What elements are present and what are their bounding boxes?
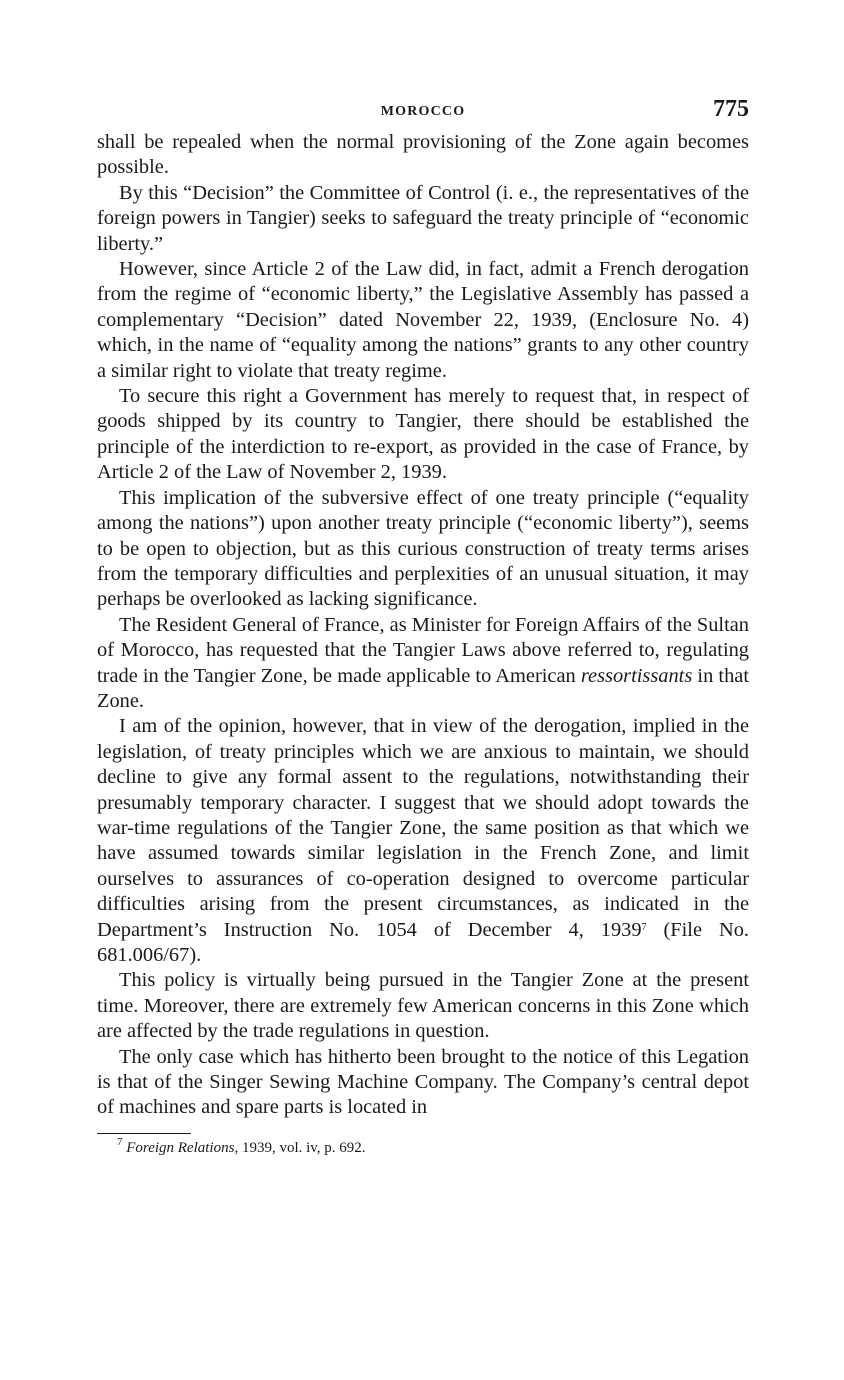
paragraph-continuation: shall be repealed when the normal provisioning of the Zone again becomes possible. [97,131,749,179]
paragraph-resident-general [97,613,749,715]
body-text [97,130,749,1121]
paragraph-singer-case: The only case which has hitherto been brought to the notice of this Legation is that of the Singer Sewing Machine Company. The Company’s central depot of machines and spare parts is located in [97,1045,749,1119]
paragraph-article-2: However, since Article 2 of the Law did, in fact, admit a French derogation from the regime of “economic liberty,” the Legislative Assembly has passed a complementary “Decision” dated November 22, 1939, (Enclosure No. 4) which, in the name of “equality among the nations” grants to any other country a similar right to violate that treaty regime. [97,258,749,382]
resident-text-before: The Resident General of France, as Minister for Foreign Affairs of the Sultan of Morocco, has requested that the Tangier Laws above referred to, regulating trade in the Tangier Zone, be made applicable to American [97,613,749,687]
paragraph-policy: This policy is virtually being pursued in the Tangier Zone at the present time. Moreover, there are extremely few American concerns in this Zone which are affected by the trade regulations in question. [97,969,749,1043]
page-number: 775 [713,96,749,122]
running-head [97,96,749,130]
resident-italic-term: ressortissants [580,664,693,687]
running-title: MOROCCO [380,104,466,119]
document-page [97,96,749,1158]
footnote-divider [97,1133,191,1134]
opinion-text-before: I am of the opinion, however, that in view of the derogation, implied in the legislation, of treaty principles which we are anxious to maintain, we should decline to give any formal assent to the regulations, notwithstanding their presumably temporary character. I suggest that we should adopt towards the war-time regulations of the Tangier Zone, the same position as that which we have assumed towards similar legislation in the French Zone, and limit ourselves to assurances of co-operation designed to overcome particular difficulties arising from the present circumstances, as indicated in the Department’s Instruction No. 1054 of December 4, 1939 [97,715,749,941]
footnote-reference: 7 [641,921,647,933]
paragraph-decision: By this “Decision” the Committee of Control (i. e., the representatives of the foreign powers in Tangier) seeks to safeguard the treaty principle of “economic liberty.” [97,181,749,255]
resident-text-after: in that Zone. [97,664,749,712]
paragraph-opinion [97,714,749,968]
opinion-text-after: (File No. 681.006/67). [97,918,749,966]
footnote [117,1135,749,1158]
footnote-title: Foreign Relations [126,1139,235,1156]
paragraph-implication: This implication of the subversive effect of one treaty principle (“equality among the nations”) upon another treaty principle (“economic liberty”), seems to be open to objection, but as this curious construction of treaty terms arises from the temporary difficulties and perplexities of an unusual situation, it may perhaps be overlooked as lacking significance. [97,486,749,611]
footnote-citation: , 1939, vol. iv, p. 692. [234,1139,366,1156]
paragraph-secure-right: To secure this right a Government has merely to request that, in respect of goods shipped by its country to Tangier, there should be established the principle of the interdiction to re-export, as provided in the case of France, by Article 2 of the Law of November 2, 1939. [97,385,749,484]
footnote-mark: 7 [117,1135,123,1148]
